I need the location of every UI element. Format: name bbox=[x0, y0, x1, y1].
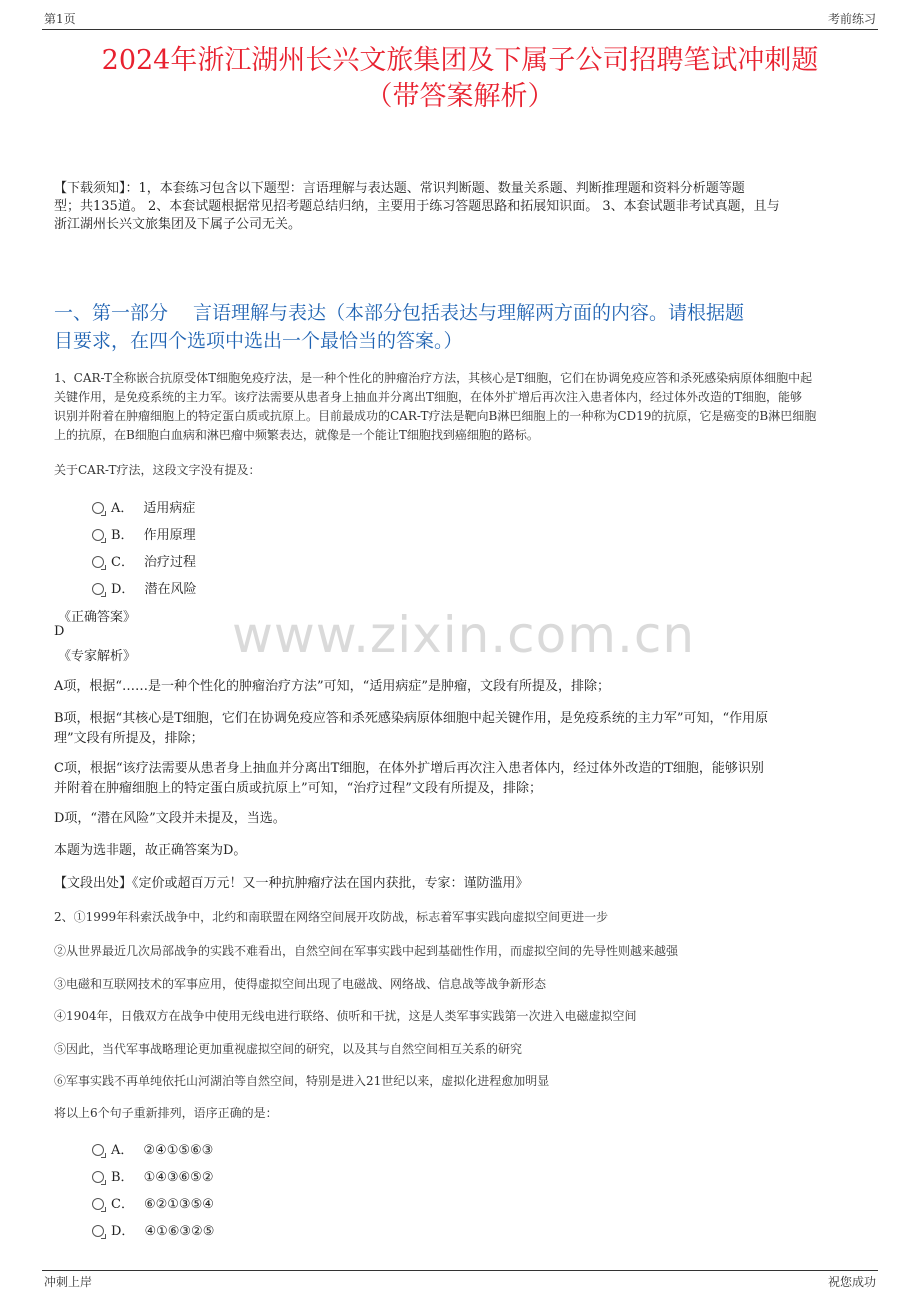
analysis-line: 本题为选非题，故正确答案为D。 bbox=[54, 843, 247, 858]
download-notice bbox=[54, 180, 874, 234]
section-heading-line: 目要求，在四个选项中选出一个最恰当的答案。） bbox=[54, 330, 463, 352]
analysis-line: B项，根据“其核心是T细胞，它们在协调免疫应答和杀死感染病原体细胞中起关键作用，是免疫系统的主力军”可知，“作用原 bbox=[54, 711, 769, 726]
q2-sentence: ②从世界最近几次局部战争的实践不难看出，自然空间在军事实践中起到基础性作用，而虚拟空间的先导性则越来越强 bbox=[54, 944, 679, 958]
radio-icon[interactable] bbox=[92, 529, 104, 541]
q2-option-b[interactable] bbox=[92, 1166, 214, 1185]
notice-line: 【下载须知】：1，本套练习包含以下题型：言语理解与表达题、常识判断题、数量关系题、判断推理题和资料分析题等题 bbox=[54, 181, 745, 196]
radio-icon[interactable] bbox=[92, 1198, 104, 1210]
option-letter: D． bbox=[111, 1224, 135, 1239]
notice-line: 浙江湖州长兴文旅集团及下属子公司无关。 bbox=[54, 217, 302, 232]
analysis-line: C项，根据“该疗法需要从患者身上抽血并分离出T细胞，在体外扩增后再次注入患者体内，经过体外改造的T细胞，能够识别 bbox=[54, 761, 764, 776]
doc-title: 2024年浙江湖州长兴文旅集团及下属子公司招聘笔试冲刺题 bbox=[101, 45, 819, 76]
radio-icon[interactable] bbox=[92, 1225, 104, 1237]
option-text: ①④③⑥⑤② bbox=[143, 1170, 214, 1185]
q1-option-a[interactable] bbox=[92, 497, 195, 516]
analysis-paragraph bbox=[54, 759, 869, 799]
analysis-line: 并附着在肿瘤细胞上的特定蛋白质或抗原上”可知，“治疗过程”文段有所提及，排除； bbox=[54, 781, 542, 796]
analysis-paragraph bbox=[54, 809, 869, 829]
q2-sentence: 2、①1999年科索沃战争中，北约和南联盟在网络空间展开攻防战，标志着军事实践向虚拟空间更进一步 bbox=[54, 910, 609, 924]
passage-line: 识别并附着在肿瘤细胞上的特定蛋白质或抗原上。目前最成功的CAR-T疗法是靶向B淋巴细胞上的一种称为CD19的抗原，它是癌变的B淋巴细胞 bbox=[54, 409, 817, 423]
q2-sentence: ⑤因此，当代军事战略理论更加重视虚拟空间的研究，以及其与自然空间相互关系的研究 bbox=[54, 1042, 523, 1056]
option-text: ②④①⑤⑥③ bbox=[143, 1143, 214, 1158]
q1-option-b[interactable] bbox=[92, 524, 196, 543]
analysis-paragraph bbox=[54, 709, 869, 749]
option-letter: C． bbox=[111, 1197, 134, 1212]
analysis-label: 《专家解析》 bbox=[58, 649, 137, 664]
footer-right: 祝您成功 bbox=[827, 1275, 876, 1289]
q2-sentence: ④1904年，日俄双方在战争中使用无线电进行联络、侦听和干扰，这是人类军事实践第一次进入电磁虚拟空间 bbox=[54, 1009, 637, 1023]
analysis-line: A项，根据“……是一种个性化的肿瘤治疗方法”可知，“适用病症”是肿瘤，文段有所提及，排除； bbox=[54, 679, 610, 694]
analysis-line: D项，“潜在风险”文段并未提及，当选。 bbox=[54, 811, 286, 826]
footer-left: 冲刺上岸 bbox=[44, 1275, 93, 1289]
option-letter: A． bbox=[111, 501, 134, 516]
q2-sentence: ⑥军事实践不再单纯依托山河湖泊等自然空间，特别是进入21世纪以来，虚拟化进程愈加明显 bbox=[54, 1074, 550, 1088]
analysis-line: 【文段出处】《定价或超百万元！又一种抗肿瘤疗法在国内获批，专家：谨防滥用》 bbox=[54, 876, 529, 891]
option-letter: B． bbox=[111, 1170, 134, 1185]
notice-line: 型；共135道。 2、本套试题根据常见招考题总结归纳，主要用于练习答题思路和拓展知识面。 3、本套试题非考试真题，且与 bbox=[54, 199, 780, 214]
q2-option-a[interactable] bbox=[92, 1139, 213, 1158]
answer-value: D bbox=[54, 624, 65, 639]
footer-divider bbox=[42, 1270, 878, 1271]
q1-question: 关于CAR-T疗法，这段文字没有提及： bbox=[54, 463, 261, 477]
header-tag: 考前练习 bbox=[827, 12, 876, 26]
section-heading bbox=[54, 299, 869, 355]
analysis-line: 理”文段有所提及，排除； bbox=[54, 731, 204, 746]
option-text: 适用病症 bbox=[143, 501, 196, 516]
radio-icon[interactable] bbox=[92, 1144, 104, 1156]
option-letter: B． bbox=[111, 528, 134, 543]
page-number: 第1页 bbox=[44, 12, 76, 26]
radio-icon[interactable] bbox=[92, 583, 104, 595]
q2-option-d[interactable] bbox=[92, 1220, 214, 1239]
option-text: ⑥②①③⑤④ bbox=[143, 1197, 214, 1212]
option-text: 治疗过程 bbox=[143, 555, 196, 570]
passage-line: 1、CAR-T全称嵌合抗原受体T细胞免疫疗法，是一种个性化的肿瘤治疗方法，其核心是T细胞，它们在协调免疫应答和杀死感染病原体细胞中起 bbox=[54, 371, 813, 385]
radio-icon[interactable] bbox=[92, 556, 104, 568]
answer-label: 《正确答案》 bbox=[58, 610, 137, 625]
passage-line: 关键作用，是免疫系统的主力军。该疗法需要从患者身上抽血并分离出T细胞，在体外扩增后再次注入患者体内，经过体外改造的T细胞，能够 bbox=[54, 390, 803, 404]
q2-question: 将以上6个句子重新排列，语序正确的是： bbox=[54, 1106, 278, 1120]
option-text: 潜在风险 bbox=[144, 582, 197, 597]
option-letter: C． bbox=[111, 555, 134, 570]
header-divider bbox=[42, 29, 878, 30]
analysis-paragraph bbox=[54, 677, 869, 697]
watermark: www.zixin.com.cn bbox=[232, 606, 696, 664]
option-letter: A． bbox=[111, 1143, 134, 1158]
passage-line: 上的抗原，在B细胞白血病和淋巴瘤中频繁表达，就像是一个能让T细胞找到癌细胞的路标。 bbox=[54, 428, 539, 442]
option-letter: D． bbox=[111, 582, 135, 597]
option-text: ④①⑥③②⑤ bbox=[144, 1224, 215, 1239]
section-heading-line: 一、第一部分 言语理解与表达（本部分包括表达与理解两方面的内容。请根据题 bbox=[54, 302, 745, 324]
q1-option-d[interactable] bbox=[92, 578, 196, 597]
doc-subtitle: （带答案解析） bbox=[365, 81, 555, 112]
q2-option-c[interactable] bbox=[92, 1193, 214, 1212]
radio-icon[interactable] bbox=[92, 502, 104, 514]
option-text: 作用原理 bbox=[143, 528, 196, 543]
q1-option-c[interactable] bbox=[92, 551, 196, 570]
analysis-paragraph bbox=[54, 841, 869, 861]
q1-passage bbox=[54, 369, 869, 445]
q2-sentence: ③电磁和互联网技术的军事应用，使得虚拟空间出现了电磁战、网络战、信息战等战争新形态 bbox=[54, 977, 547, 991]
source-note bbox=[54, 874, 869, 894]
radio-icon[interactable] bbox=[92, 1171, 104, 1183]
